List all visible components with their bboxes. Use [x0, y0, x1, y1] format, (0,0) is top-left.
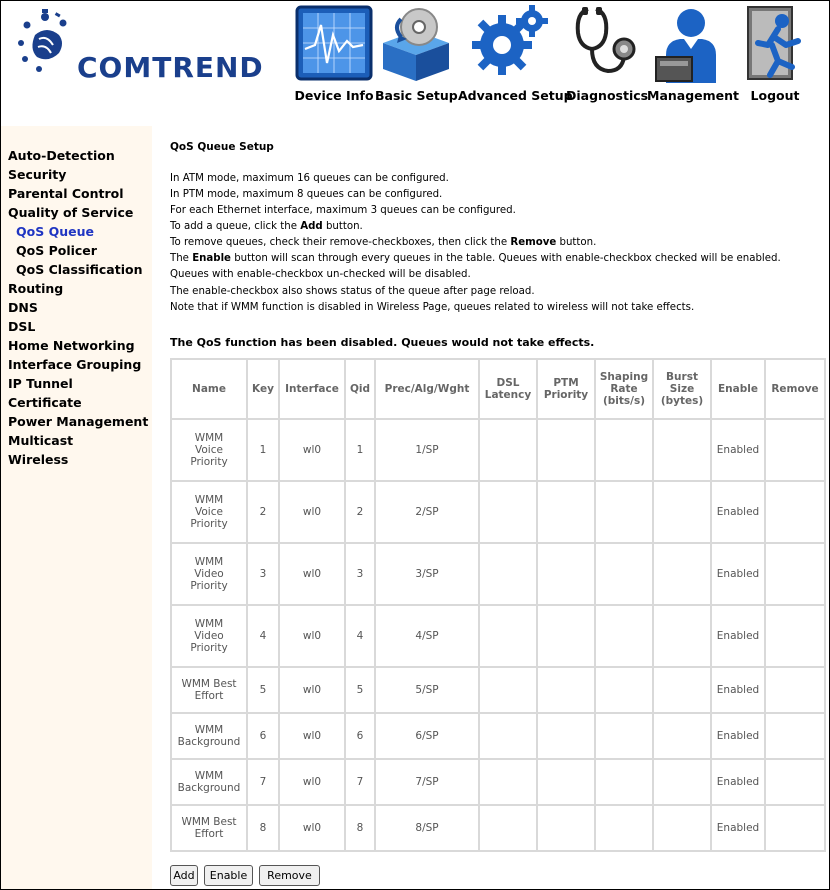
cell-qid: 7	[345, 759, 375, 805]
cell-enable: Enabled	[711, 667, 765, 713]
info-text: To add a queue, click the	[170, 221, 301, 232]
sidebar-item-dns[interactable]: DNS	[8, 300, 38, 315]
cell-dsl-latency	[479, 713, 537, 759]
cell-qid: 4	[345, 605, 375, 667]
nav-device-info-label: Device Info	[294, 88, 374, 103]
info-line: Queues with enable-checkbox un-checked will be disabled.	[170, 269, 471, 280]
info-line: Note that if WMM function is disabled in Wireless Page, queues related to wireless will not take effects.	[170, 302, 695, 313]
info-line: For each Ethernet interface, maximum 3 queues can be configured.	[170, 205, 516, 216]
logout-icon	[738, 5, 816, 83]
cell-ptm-priority	[537, 759, 595, 805]
col-header-name: Name	[171, 359, 247, 419]
sidebar-item-routing[interactable]: Routing	[8, 281, 64, 296]
sidebar	[1, 126, 151, 889]
info-text: button will scan through every queues in the table. Queues with enable-checkbox checked will be enabled.	[230, 253, 781, 264]
cell-name: WMM Video Priority	[171, 605, 247, 667]
cell-ptm-priority	[537, 667, 595, 713]
cell-burst-size	[653, 713, 711, 759]
nav-advanced-setup-label: Advanced Setup	[458, 88, 573, 103]
col-header-dsl-latency: DSL Latency	[479, 359, 537, 419]
sidebar-item-multicast[interactable]: Multicast	[8, 433, 74, 448]
table-row	[171, 713, 825, 759]
info-text: To remove queues, check their remove-checkboxes, then click the	[170, 237, 511, 248]
cell-enable: Enabled	[711, 481, 765, 543]
table-row	[171, 419, 825, 481]
cell-prec: 7/SP	[375, 759, 479, 805]
cell-interface: wl0	[279, 667, 345, 713]
remove-button[interactable]: Remove	[259, 865, 320, 886]
cell-remove	[765, 481, 825, 543]
nav-device-info[interactable]	[294, 1, 374, 111]
cell-dsl-latency	[479, 805, 537, 851]
cell-prec: 3/SP	[375, 543, 479, 605]
brand-name: COMTREND	[77, 51, 264, 84]
info-line: In PTM mode, maximum 8 queues can be configured.	[170, 189, 443, 200]
nav-diagnostics-label: Diagnostics	[566, 88, 649, 103]
cell-ptm-priority	[537, 713, 595, 759]
sidebar-item-wireless[interactable]: Wireless	[8, 452, 69, 467]
cell-interface: wl0	[279, 713, 345, 759]
sidebar-item-ip-tunnel[interactable]: IP Tunnel	[8, 376, 73, 391]
cell-key: 2	[247, 481, 279, 543]
sidebar-item-qos-queue[interactable]: QoS Queue	[16, 224, 94, 239]
qos-queue-table	[170, 358, 826, 852]
cell-qid: 3	[345, 543, 375, 605]
nav-management-label: Management	[647, 88, 740, 103]
sidebar-item-auto-detection[interactable]: Auto-Detection	[8, 148, 115, 163]
cell-burst-size	[653, 759, 711, 805]
table-row	[171, 481, 825, 543]
cell-interface: wl0	[279, 543, 345, 605]
advanced-setup-icon	[470, 5, 548, 83]
cell-qid: 5	[345, 667, 375, 713]
cell-name: WMM Best Effort	[171, 805, 247, 851]
cell-name: WMM Best Effort	[171, 667, 247, 713]
cell-name: WMM Background	[171, 759, 247, 805]
nav-advanced-setup[interactable]	[458, 1, 573, 111]
sidebar-item-qos-classification[interactable]: QoS Classification	[16, 262, 143, 277]
info-text-bold: Add	[300, 221, 323, 232]
cell-enable: Enabled	[711, 713, 765, 759]
sidebar-item-parental-control[interactable]: Parental Control	[8, 186, 124, 201]
cell-shaping-rate	[595, 543, 653, 605]
cell-key: 7	[247, 759, 279, 805]
table-row	[171, 543, 825, 605]
nav-basic-setup[interactable]	[375, 1, 457, 111]
cell-dsl-latency	[479, 605, 537, 667]
cell-remove	[765, 605, 825, 667]
cell-shaping-rate	[595, 481, 653, 543]
cell-key: 4	[247, 605, 279, 667]
cell-remove	[765, 713, 825, 759]
info-text: button.	[556, 237, 597, 248]
basic-setup-icon	[377, 5, 455, 83]
col-header-interface: Interface	[279, 359, 345, 419]
cell-dsl-latency	[479, 481, 537, 543]
cell-key: 8	[247, 805, 279, 851]
col-header-shaping-rate: Shaping Rate (bits/s)	[595, 359, 653, 419]
cell-qid: 6	[345, 713, 375, 759]
col-header-enable: Enable	[711, 359, 765, 419]
cell-name: WMM Video Priority	[171, 543, 247, 605]
cell-dsl-latency	[479, 419, 537, 481]
cell-enable: Enabled	[711, 805, 765, 851]
cell-burst-size	[653, 543, 711, 605]
enable-button[interactable]: Enable	[204, 865, 253, 886]
nav-logout-label: Logout	[750, 88, 800, 103]
cell-interface: wl0	[279, 605, 345, 667]
info-line	[170, 237, 596, 248]
cell-qid: 8	[345, 805, 375, 851]
cell-key: 3	[247, 543, 279, 605]
cell-shaping-rate	[595, 713, 653, 759]
info-text-bold: Remove	[510, 237, 557, 248]
management-icon	[652, 5, 730, 83]
cell-burst-size	[653, 481, 711, 543]
info-text: The	[170, 253, 193, 264]
cell-remove	[765, 543, 825, 605]
cell-dsl-latency	[479, 759, 537, 805]
cell-interface: wl0	[279, 759, 345, 805]
sidebar-item-qos-policer[interactable]: QoS Policer	[16, 243, 97, 258]
cell-prec: 5/SP	[375, 667, 479, 713]
sidebar-item-quality-of-service[interactable]: Quality of Service	[8, 205, 134, 220]
col-header-ptm-priority: PTM Priority	[537, 359, 595, 419]
cell-key: 6	[247, 713, 279, 759]
comtrend-logo-icon	[15, 7, 79, 79]
cell-interface: wl0	[279, 419, 345, 481]
table-row	[171, 605, 825, 667]
cell-key: 5	[247, 667, 279, 713]
sidebar-item-dsl[interactable]: DSL	[8, 319, 36, 334]
cell-prec: 8/SP	[375, 805, 479, 851]
cell-enable: Enabled	[711, 419, 765, 481]
cell-remove	[765, 667, 825, 713]
device-info-icon	[295, 5, 373, 83]
cell-name: WMM Voice Priority	[171, 419, 247, 481]
cell-prec: 2/SP	[375, 481, 479, 543]
nav-diagnostics[interactable]	[566, 1, 649, 111]
nav-management[interactable]	[647, 1, 740, 111]
table-row	[171, 667, 825, 713]
cell-ptm-priority	[537, 481, 595, 543]
cell-dsl-latency	[479, 543, 537, 605]
sidebar-item-interface-grouping[interactable]: Interface Grouping	[8, 357, 142, 372]
col-header-qid: Qid	[345, 359, 375, 419]
table-header-row	[171, 359, 825, 419]
col-header-key: Key	[247, 359, 279, 419]
cell-prec: 4/SP	[375, 605, 479, 667]
nav-logout[interactable]	[741, 1, 809, 111]
cell-key: 1	[247, 419, 279, 481]
sidebar-item-power-management[interactable]: Power Management	[8, 414, 149, 429]
cell-prec: 1/SP	[375, 419, 479, 481]
cell-shaping-rate	[595, 605, 653, 667]
cell-shaping-rate	[595, 805, 653, 851]
cell-remove	[765, 759, 825, 805]
cell-enable: Enabled	[711, 759, 765, 805]
sidebar-item-certificate[interactable]: Certificate	[8, 395, 82, 410]
cell-remove	[765, 805, 825, 851]
info-line	[170, 221, 363, 232]
cell-prec: 6/SP	[375, 713, 479, 759]
diagnostics-icon	[566, 5, 644, 83]
cell-interface: wl0	[279, 481, 345, 543]
qos-disabled-warning: The QoS function has been disabled. Queues would not take effects.	[170, 336, 595, 349]
info-text-bold: Enable	[192, 253, 231, 264]
cell-shaping-rate	[595, 759, 653, 805]
sidebar-item-home-networking[interactable]: Home Networking	[8, 338, 135, 353]
cell-name: WMM Voice Priority	[171, 481, 247, 543]
table-row	[171, 805, 825, 851]
page-title: QoS Queue Setup	[170, 141, 274, 153]
header	[1, 1, 829, 126]
col-header-prec: Prec/Alg/Wght	[375, 359, 479, 419]
cell-burst-size	[653, 667, 711, 713]
cell-ptm-priority	[537, 543, 595, 605]
cell-dsl-latency	[479, 667, 537, 713]
cell-burst-size	[653, 605, 711, 667]
table-row	[171, 759, 825, 805]
cell-interface: wl0	[279, 805, 345, 851]
cell-ptm-priority	[537, 805, 595, 851]
cell-enable: Enabled	[711, 605, 765, 667]
cell-enable: Enabled	[711, 543, 765, 605]
cell-shaping-rate	[595, 419, 653, 481]
info-text: button.	[322, 221, 363, 232]
cell-ptm-priority	[537, 605, 595, 667]
cell-ptm-priority	[537, 419, 595, 481]
info-line: In ATM mode, maximum 16 queues can be configured.	[170, 173, 449, 184]
info-line	[170, 253, 781, 264]
nav-basic-setup-label: Basic Setup	[375, 88, 458, 103]
cell-name: WMM Background	[171, 713, 247, 759]
cell-qid: 2	[345, 481, 375, 543]
add-button[interactable]: Add	[170, 865, 198, 886]
cell-burst-size	[653, 805, 711, 851]
col-header-remove: Remove	[765, 359, 825, 419]
cell-remove	[765, 419, 825, 481]
cell-burst-size	[653, 419, 711, 481]
main-content	[152, 126, 829, 889]
cell-shaping-rate	[595, 667, 653, 713]
sidebar-item-security[interactable]: Security	[8, 167, 67, 182]
col-header-burst-size: Burst Size (bytes)	[653, 359, 711, 419]
info-line: The enable-checkbox also shows status of the queue after page reload.	[170, 286, 535, 297]
cell-qid: 1	[345, 419, 375, 481]
